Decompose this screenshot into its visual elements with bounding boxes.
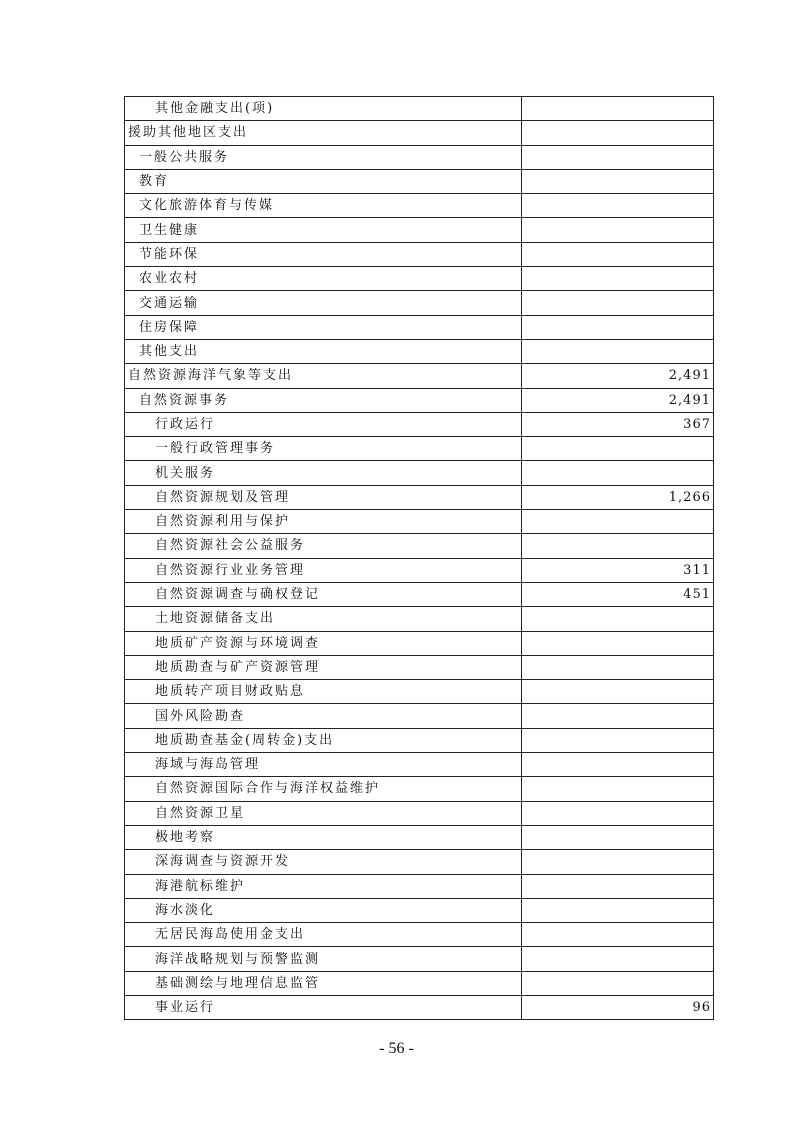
- row-value: [522, 728, 714, 752]
- row-label: 行政运行: [125, 412, 522, 436]
- row-value: 311: [522, 558, 714, 582]
- table-row: [125, 194, 714, 218]
- table-row: [125, 534, 714, 558]
- row-value: [522, 655, 714, 679]
- table-row: [125, 923, 714, 947]
- table-row: [125, 655, 714, 679]
- row-value: [522, 97, 714, 121]
- table-row: [125, 947, 714, 971]
- row-label: 交通运输: [125, 291, 522, 315]
- row-label: 援助其他地区支出: [125, 121, 522, 145]
- table-row: [125, 218, 714, 242]
- row-value: [522, 801, 714, 825]
- row-label: 自然资源社会公益服务: [125, 534, 522, 558]
- row-label: 地质勘查与矿产资源管理: [125, 655, 522, 679]
- row-label: 自然资源海洋气象等支出: [125, 364, 522, 388]
- row-value: [522, 242, 714, 266]
- budget-table-body: [125, 97, 714, 1020]
- table-row: [125, 267, 714, 291]
- row-label: 自然资源规划及管理: [125, 485, 522, 509]
- row-label: 地质矿产资源与环境调查: [125, 631, 522, 655]
- row-value: [522, 315, 714, 339]
- table-row: [125, 995, 714, 1019]
- row-value: [522, 898, 714, 922]
- row-label: 海域与海岛管理: [125, 753, 522, 777]
- table-row: [125, 874, 714, 898]
- table-row: [125, 485, 714, 509]
- row-label: 机关服务: [125, 461, 522, 485]
- table-row: [125, 680, 714, 704]
- row-label: 教育: [125, 169, 522, 193]
- row-label: 节能环保: [125, 242, 522, 266]
- table-row: [125, 558, 714, 582]
- row-value: [522, 145, 714, 169]
- row-label: 农业农村: [125, 267, 522, 291]
- row-value: [522, 437, 714, 461]
- table-row: [125, 971, 714, 995]
- row-label: 自然资源国际合作与海洋权益维护: [125, 777, 522, 801]
- row-value: [522, 874, 714, 898]
- row-value: 96: [522, 995, 714, 1019]
- row-value: [522, 753, 714, 777]
- table-row: [125, 801, 714, 825]
- row-label: 深海调查与资源开发: [125, 850, 522, 874]
- table-row: [125, 777, 714, 801]
- table-row: [125, 169, 714, 193]
- row-value: [522, 461, 714, 485]
- row-value: [522, 194, 714, 218]
- row-label: 极地考察: [125, 825, 522, 849]
- row-value: 367: [522, 412, 714, 436]
- table-row: [125, 291, 714, 315]
- row-value: [522, 267, 714, 291]
- row-label: 其他支出: [125, 339, 522, 363]
- row-label: 海洋战略规划与预警监测: [125, 947, 522, 971]
- row-value: [522, 680, 714, 704]
- row-value: 451: [522, 582, 714, 606]
- row-value: [522, 631, 714, 655]
- table-row: [125, 242, 714, 266]
- row-label: 海港航标维护: [125, 874, 522, 898]
- row-label: 事业运行: [125, 995, 522, 1019]
- row-label: 自然资源行业业务管理: [125, 558, 522, 582]
- table-row: [125, 825, 714, 849]
- table-row: [125, 510, 714, 534]
- table-row: [125, 145, 714, 169]
- row-value: 2,491: [522, 388, 714, 412]
- row-value: [522, 291, 714, 315]
- table-row: [125, 850, 714, 874]
- row-label: 一般行政管理事务: [125, 437, 522, 461]
- table-row: [125, 607, 714, 631]
- row-label: 自然资源卫星: [125, 801, 522, 825]
- table-row: [125, 753, 714, 777]
- row-value: [522, 534, 714, 558]
- row-label: 卫生健康: [125, 218, 522, 242]
- row-label: 其他金融支出(项): [125, 97, 522, 121]
- budget-table: [124, 96, 714, 1020]
- row-value: [522, 704, 714, 728]
- row-value: 1,266: [522, 485, 714, 509]
- row-label: 住房保障: [125, 315, 522, 339]
- table-row: [125, 898, 714, 922]
- row-value: [522, 169, 714, 193]
- row-label: 海水淡化: [125, 898, 522, 922]
- row-label: 文化旅游体育与传媒: [125, 194, 522, 218]
- row-label: 自然资源事务: [125, 388, 522, 412]
- row-value: [522, 218, 714, 242]
- row-label: 基础测绘与地理信息监管: [125, 971, 522, 995]
- table-row: [125, 461, 714, 485]
- table-row: [125, 582, 714, 606]
- row-value: [522, 607, 714, 631]
- table-row: [125, 315, 714, 339]
- row-value: [522, 971, 714, 995]
- row-label: 地质转产项目财政贴息: [125, 680, 522, 704]
- row-value: [522, 923, 714, 947]
- table-row: [125, 364, 714, 388]
- row-label: 土地资源储备支出: [125, 607, 522, 631]
- row-value: [522, 825, 714, 849]
- row-value: [522, 947, 714, 971]
- row-label: 自然资源调查与确权登记: [125, 582, 522, 606]
- table-row: [125, 339, 714, 363]
- row-value: [522, 850, 714, 874]
- row-value: [522, 510, 714, 534]
- table-row: [125, 412, 714, 436]
- row-value: 2,491: [522, 364, 714, 388]
- row-label: 国外风险勘查: [125, 704, 522, 728]
- row-value: [522, 339, 714, 363]
- row-label: 自然资源利用与保护: [125, 510, 522, 534]
- table-row: [125, 97, 714, 121]
- page-number: - 56 -: [379, 1040, 414, 1057]
- table-row: [125, 631, 714, 655]
- table-row: [125, 728, 714, 752]
- table-row: [125, 121, 714, 145]
- row-label: 无居民海岛使用金支出: [125, 923, 522, 947]
- row-label: 一般公共服务: [125, 145, 522, 169]
- table-row: [125, 437, 714, 461]
- table-row: [125, 388, 714, 412]
- row-value: [522, 777, 714, 801]
- row-label: 地质勘查基金(周转金)支出: [125, 728, 522, 752]
- table-row: [125, 704, 714, 728]
- row-value: [522, 121, 714, 145]
